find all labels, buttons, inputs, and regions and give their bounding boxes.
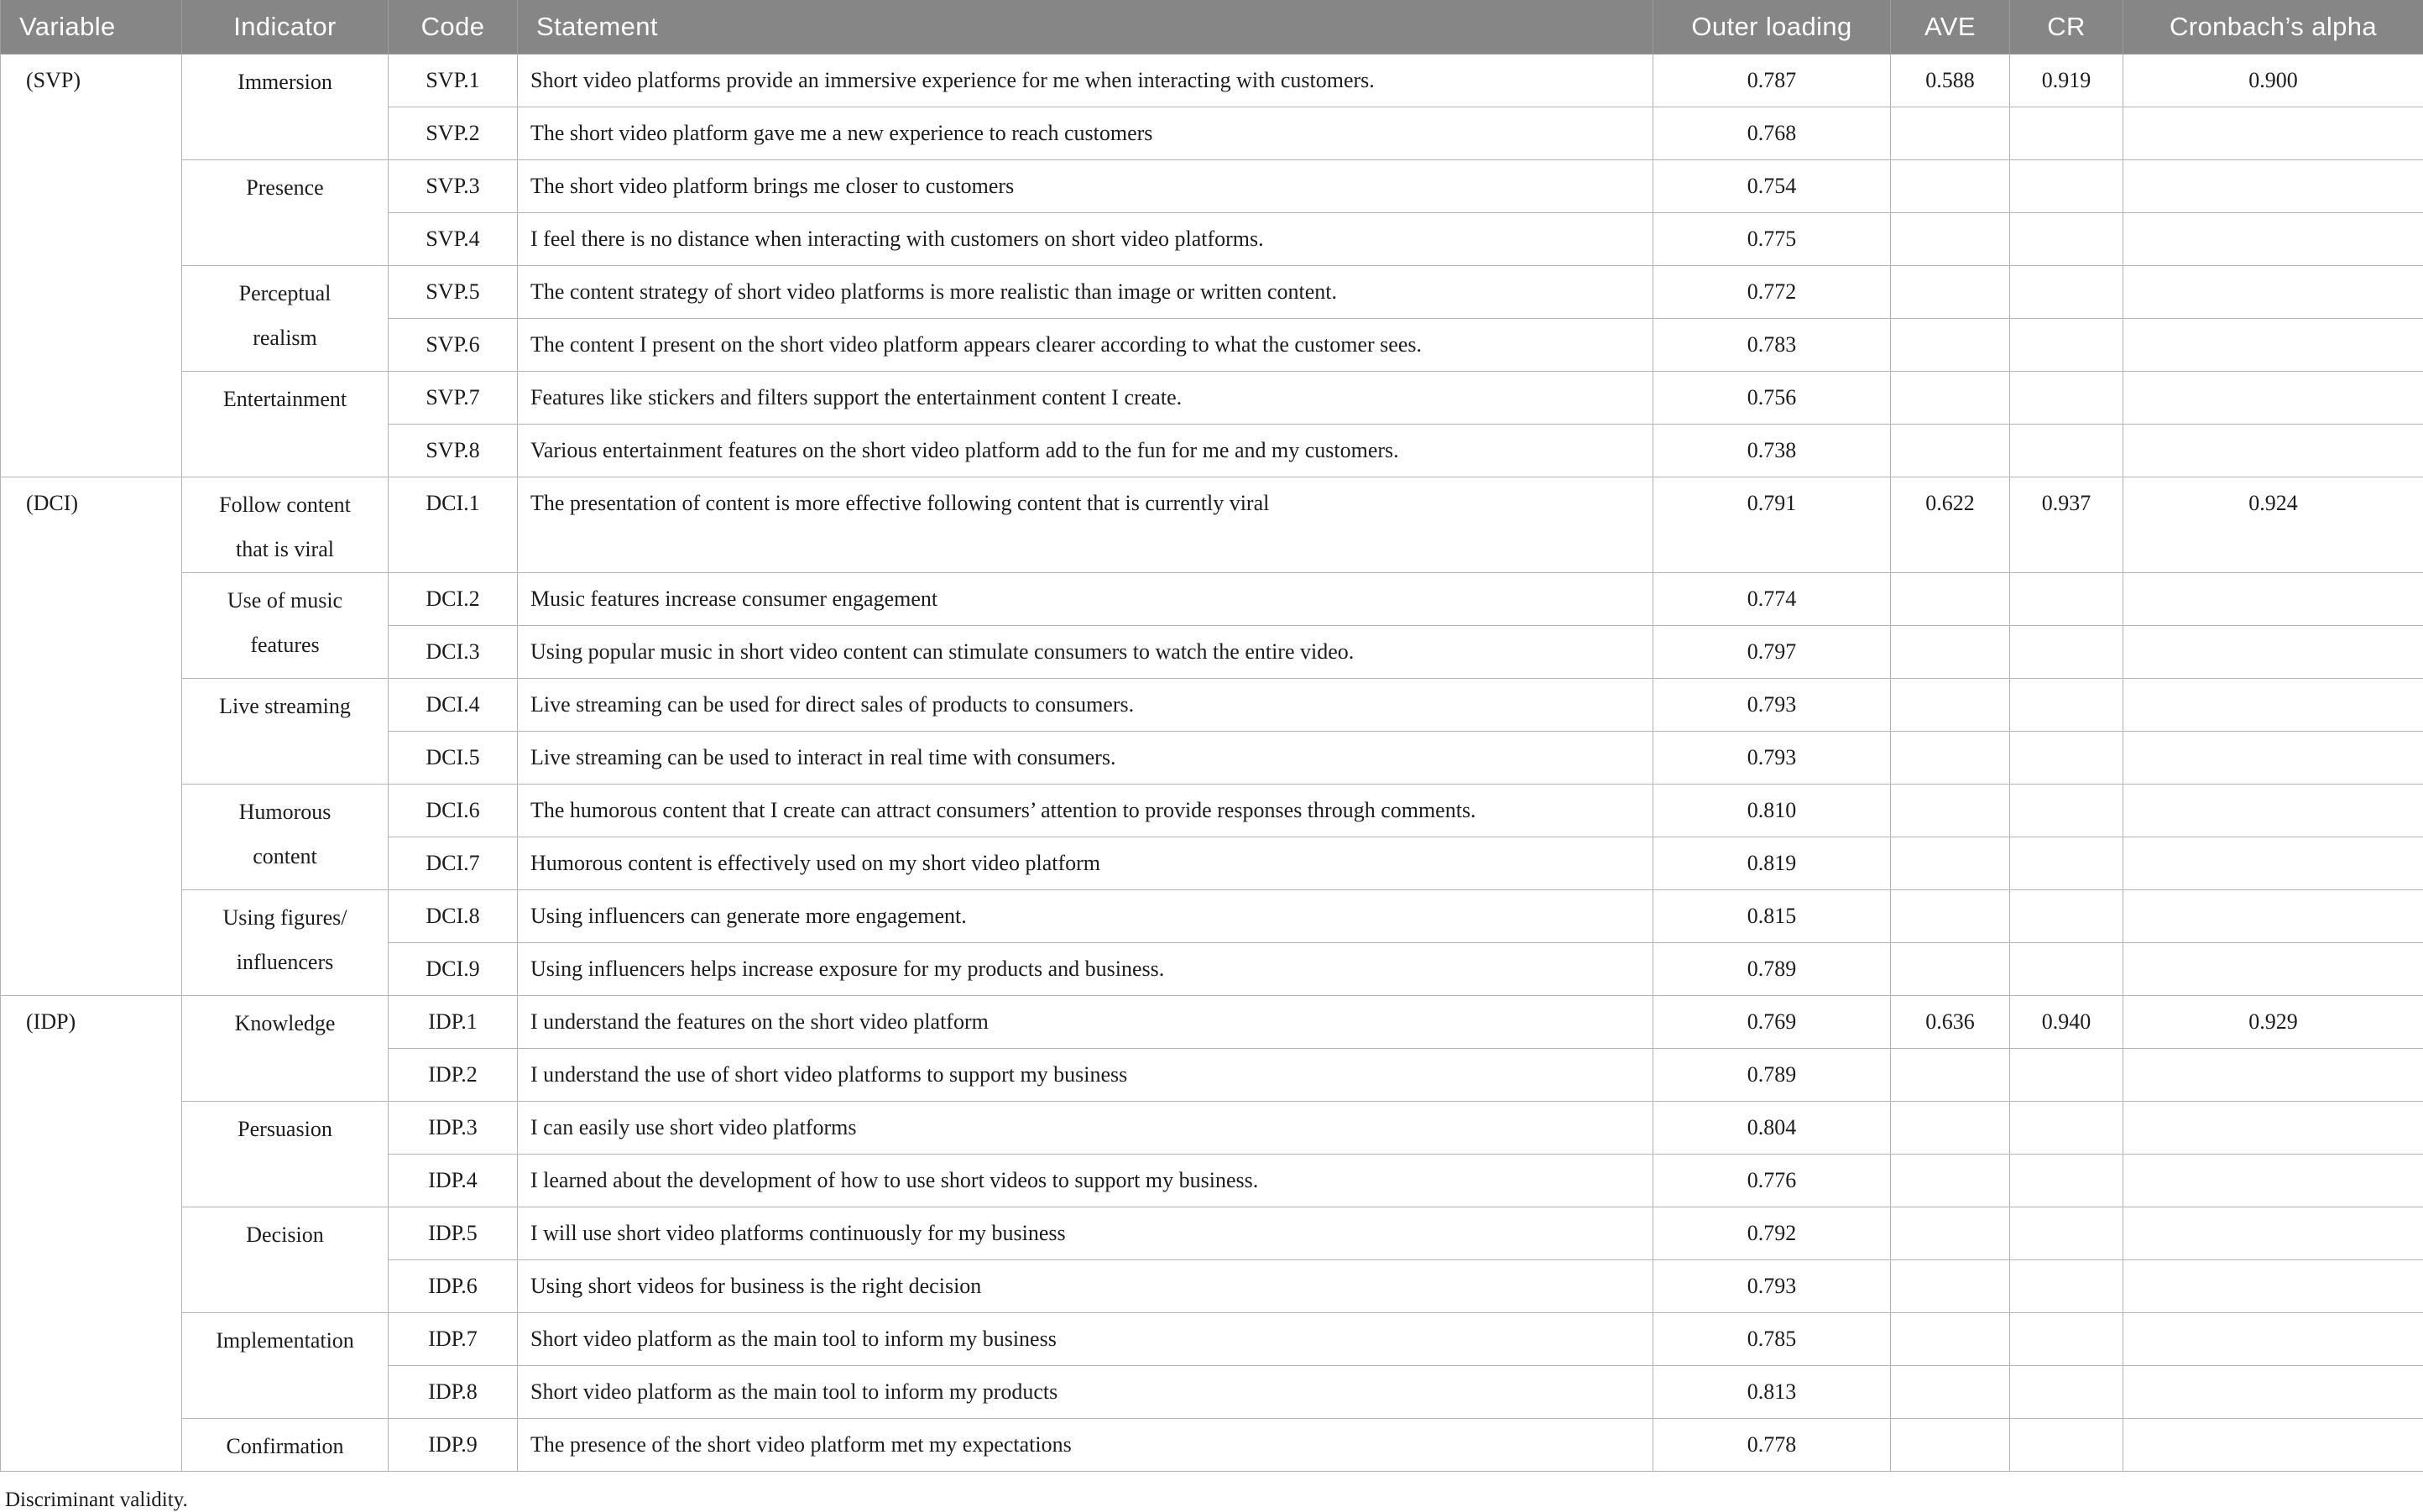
- code-cell: IDP.2: [389, 1048, 518, 1101]
- header-row: [1, 0, 2423, 54]
- ave-cell: [1891, 1048, 2010, 1101]
- cr-cell: 0.937: [2010, 477, 2123, 572]
- ave-cell: [1891, 942, 2010, 995]
- table-row: [1, 995, 2423, 1048]
- cronbach-alpha-cell: [2123, 1154, 2423, 1207]
- code-cell: SVP.1: [389, 54, 518, 107]
- cr-cell: [2010, 942, 2123, 995]
- indicator-cell: Use of music features: [182, 572, 389, 678]
- indicator-cell: Using figures/ influencers: [182, 889, 389, 995]
- statement-cell: Music features increase consumer engagement: [518, 572, 1653, 625]
- outer-loading-cell: 0.785: [1653, 1312, 1891, 1365]
- statement-cell: Humorous content is effectively used on my short video platform: [518, 837, 1653, 889]
- indicator-cell: Humorous content: [182, 784, 389, 889]
- code-cell: SVP.5: [389, 265, 518, 318]
- ave-cell: 0.588: [1891, 54, 2010, 107]
- statement-cell: I feel there is no distance when interacting with customers on short video platforms.: [518, 212, 1653, 265]
- ave-cell: [1891, 1207, 2010, 1259]
- indicator-cell: Presence: [182, 159, 389, 265]
- table-body: [1, 54, 2423, 1471]
- cronbach-alpha-cell: 0.929: [2123, 995, 2423, 1048]
- cr-cell: [2010, 572, 2123, 625]
- table-header: [1, 0, 2423, 54]
- outer-loading-cell: 0.797: [1653, 625, 1891, 678]
- table-footnote: Discriminant validity.: [5, 1489, 2423, 1512]
- cronbach-alpha-cell: [2123, 1259, 2423, 1312]
- cronbach-alpha-cell: [2123, 1312, 2423, 1365]
- cronbach-alpha-cell: [2123, 1418, 2423, 1471]
- table-row: [1, 1207, 2423, 1259]
- outer-loading-cell: 0.819: [1653, 837, 1891, 889]
- ave-cell: [1891, 212, 2010, 265]
- indicator-cell: Immersion: [182, 54, 389, 159]
- table-row: [1, 54, 2423, 107]
- ave-cell: [1891, 424, 2010, 477]
- code-cell: DCI.9: [389, 942, 518, 995]
- outer-loading-cell: 0.810: [1653, 784, 1891, 837]
- statement-cell: The content I present on the short video platform appears clearer according to what the customer sees.: [518, 318, 1653, 371]
- cronbach-alpha-cell: [2123, 265, 2423, 318]
- cr-cell: [2010, 159, 2123, 212]
- outer-loading-cell: 0.791: [1653, 477, 1891, 572]
- variable-cell: (SVP): [1, 54, 182, 477]
- code-cell: IDP.1: [389, 995, 518, 1048]
- cronbach-alpha-cell: [2123, 837, 2423, 889]
- code-cell: IDP.7: [389, 1312, 518, 1365]
- statement-cell: I understand the use of short video platforms to support my business: [518, 1048, 1653, 1101]
- cronbach-alpha-cell: [2123, 1048, 2423, 1101]
- variable-cell: (DCI): [1, 477, 182, 995]
- cronbach-alpha-cell: [2123, 212, 2423, 265]
- column-header-ave: AVE: [1891, 0, 2010, 54]
- cr-cell: [2010, 1048, 2123, 1101]
- ave-cell: [1891, 572, 2010, 625]
- column-header-cr: CR: [2010, 0, 2123, 54]
- cr-cell: [2010, 1259, 2123, 1312]
- cronbach-alpha-cell: [2123, 572, 2423, 625]
- ave-cell: 0.636: [1891, 995, 2010, 1048]
- outer-loading-cell: 0.787: [1653, 54, 1891, 107]
- outer-loading-cell: 0.772: [1653, 265, 1891, 318]
- outer-loading-cell: 0.776: [1653, 1154, 1891, 1207]
- outer-loading-cell: 0.804: [1653, 1101, 1891, 1154]
- statement-cell: The humorous content that I create can attract consumers’ attention to provide responses through comments.: [518, 784, 1653, 837]
- table-row: [1, 1101, 2423, 1154]
- code-cell: DCI.1: [389, 477, 518, 572]
- cr-cell: [2010, 889, 2123, 942]
- outer-loading-cell: 0.768: [1653, 107, 1891, 159]
- statement-cell: Live streaming can be used for direct sales of products to consumers.: [518, 678, 1653, 731]
- code-cell: IDP.8: [389, 1365, 518, 1418]
- cr-cell: [2010, 784, 2123, 837]
- code-cell: DCI.3: [389, 625, 518, 678]
- cronbach-alpha-cell: [2123, 625, 2423, 678]
- statement-cell: The short video platform brings me closer to customers: [518, 159, 1653, 212]
- cr-cell: [2010, 678, 2123, 731]
- statement-cell: The short video platform gave me a new experience to reach customers: [518, 107, 1653, 159]
- outer-loading-cell: 0.778: [1653, 1418, 1891, 1471]
- outer-loading-cell: 0.792: [1653, 1207, 1891, 1259]
- table-row: [1, 159, 2423, 212]
- outer-loading-cell: 0.813: [1653, 1365, 1891, 1418]
- code-cell: DCI.6: [389, 784, 518, 837]
- indicator-cell: Confirmation: [182, 1418, 389, 1471]
- cronbach-alpha-cell: [2123, 889, 2423, 942]
- cronbach-alpha-cell: [2123, 678, 2423, 731]
- cronbach-alpha-cell: [2123, 371, 2423, 424]
- cronbach-alpha-cell: 0.900: [2123, 54, 2423, 107]
- ave-cell: [1891, 159, 2010, 212]
- cr-cell: 0.940: [2010, 995, 2123, 1048]
- table-row: [1, 572, 2423, 625]
- column-header-variable: Variable: [1, 0, 182, 54]
- cronbach-alpha-cell: [2123, 318, 2423, 371]
- statement-cell: I can easily use short video platforms: [518, 1101, 1653, 1154]
- cr-cell: [2010, 424, 2123, 477]
- column-header-statement: Statement: [518, 0, 1653, 54]
- code-cell: DCI.2: [389, 572, 518, 625]
- statement-cell: I understand the features on the short video platform: [518, 995, 1653, 1048]
- outer-loading-cell: 0.789: [1653, 1048, 1891, 1101]
- cr-cell: [2010, 1365, 2123, 1418]
- statement-cell: Short video platform as the main tool to inform my business: [518, 1312, 1653, 1365]
- code-cell: SVP.6: [389, 318, 518, 371]
- ave-cell: [1891, 107, 2010, 159]
- outer-loading-cell: 0.793: [1653, 731, 1891, 784]
- table-row: [1, 265, 2423, 318]
- outer-loading-cell: 0.774: [1653, 572, 1891, 625]
- ave-cell: [1891, 1259, 2010, 1312]
- cr-cell: [2010, 318, 2123, 371]
- code-cell: DCI.7: [389, 837, 518, 889]
- code-cell: IDP.6: [389, 1259, 518, 1312]
- ave-cell: [1891, 784, 2010, 837]
- cronbach-alpha-cell: [2123, 731, 2423, 784]
- statement-cell: Short video platform as the main tool to inform my products: [518, 1365, 1653, 1418]
- outer-loading-cell: 0.775: [1653, 212, 1891, 265]
- statement-cell: Using short videos for business is the right decision: [518, 1259, 1653, 1312]
- code-cell: IDP.9: [389, 1418, 518, 1471]
- ave-cell: [1891, 1312, 2010, 1365]
- cr-cell: [2010, 1312, 2123, 1365]
- statement-cell: The presentation of content is more effective following content that is currently viral: [518, 477, 1653, 572]
- statement-cell: Using popular music in short video content can stimulate consumers to watch the entire video.: [518, 625, 1653, 678]
- ave-cell: [1891, 625, 2010, 678]
- ave-cell: [1891, 1418, 2010, 1471]
- indicator-cell: Persuasion: [182, 1101, 389, 1207]
- code-cell: IDP.4: [389, 1154, 518, 1207]
- ave-cell: [1891, 1101, 2010, 1154]
- ave-cell: [1891, 1154, 2010, 1207]
- statement-cell: Live streaming can be used to interact in real time with consumers.: [518, 731, 1653, 784]
- ave-cell: [1891, 1365, 2010, 1418]
- variable-cell: (IDP): [1, 995, 182, 1471]
- code-cell: SVP.7: [389, 371, 518, 424]
- table-row: [1, 1418, 2423, 1471]
- code-cell: SVP.3: [389, 159, 518, 212]
- cronbach-alpha-cell: [2123, 1101, 2423, 1154]
- cr-cell: [2010, 1418, 2123, 1471]
- cronbach-alpha-cell: [2123, 784, 2423, 837]
- outer-loading-cell: 0.789: [1653, 942, 1891, 995]
- indicator-cell: Decision: [182, 1207, 389, 1312]
- cronbach-alpha-cell: 0.924: [2123, 477, 2423, 572]
- ave-cell: [1891, 371, 2010, 424]
- cronbach-alpha-cell: [2123, 1365, 2423, 1418]
- indicator-cell: Perceptual realism: [182, 265, 389, 371]
- cr-cell: [2010, 1101, 2123, 1154]
- code-cell: DCI.8: [389, 889, 518, 942]
- cr-cell: [2010, 265, 2123, 318]
- outer-loading-cell: 0.756: [1653, 371, 1891, 424]
- table-row: [1, 477, 2423, 572]
- statement-cell: Short video platforms provide an immersive experience for me when interacting with customers.: [518, 54, 1653, 107]
- indicator-cell: Implementation: [182, 1312, 389, 1418]
- cr-cell: 0.919: [2010, 54, 2123, 107]
- outer-loading-cell: 0.793: [1653, 1259, 1891, 1312]
- indicator-cell: Follow content that is viral: [182, 477, 389, 572]
- code-cell: DCI.4: [389, 678, 518, 731]
- column-header-outer-loading: Outer loading: [1653, 0, 1891, 54]
- statement-cell: I will use short video platforms continuously for my business: [518, 1207, 1653, 1259]
- cr-cell: [2010, 1154, 2123, 1207]
- outer-loading-cell: 0.815: [1653, 889, 1891, 942]
- statement-cell: Using influencers can generate more engagement.: [518, 889, 1653, 942]
- indicator-cell: Entertainment: [182, 371, 389, 477]
- table-row: [1, 678, 2423, 731]
- table-row: [1, 371, 2423, 424]
- cr-cell: [2010, 107, 2123, 159]
- ave-cell: [1891, 265, 2010, 318]
- code-cell: IDP.3: [389, 1101, 518, 1154]
- column-header-indicator: Indicator: [182, 0, 389, 54]
- code-cell: SVP.8: [389, 424, 518, 477]
- table-row: [1, 889, 2423, 942]
- statement-cell: The content strategy of short video platforms is more realistic than image or written content.: [518, 265, 1653, 318]
- ave-cell: [1891, 889, 2010, 942]
- code-cell: DCI.5: [389, 731, 518, 784]
- column-header-cronbach-alpha: Cronbach’s alpha: [2123, 0, 2423, 54]
- column-header-code: Code: [389, 0, 518, 54]
- indicator-cell: Live streaming: [182, 678, 389, 784]
- outer-loading-cell: 0.754: [1653, 159, 1891, 212]
- outer-loading-cell: 0.793: [1653, 678, 1891, 731]
- outer-loading-cell: 0.783: [1653, 318, 1891, 371]
- ave-cell: [1891, 731, 2010, 784]
- outer-loading-cell: 0.769: [1653, 995, 1891, 1048]
- indicator-cell: Knowledge: [182, 995, 389, 1101]
- outer-loading-cell: 0.738: [1653, 424, 1891, 477]
- cronbach-alpha-cell: [2123, 424, 2423, 477]
- cr-cell: [2010, 837, 2123, 889]
- statement-cell: I learned about the development of how to use short videos to support my business.: [518, 1154, 1653, 1207]
- cr-cell: [2010, 1207, 2123, 1259]
- cr-cell: [2010, 212, 2123, 265]
- statement-cell: Features like stickers and filters support the entertainment content I create.: [518, 371, 1653, 424]
- table-row: [1, 784, 2423, 837]
- cronbach-alpha-cell: [2123, 942, 2423, 995]
- ave-cell: [1891, 678, 2010, 731]
- statement-cell: The presence of the short video platform met my expectations: [518, 1418, 1653, 1471]
- statement-cell: Using influencers helps increase exposure for my products and business.: [518, 942, 1653, 995]
- code-cell: SVP.2: [389, 107, 518, 159]
- ave-cell: 0.622: [1891, 477, 2010, 572]
- code-cell: IDP.5: [389, 1207, 518, 1259]
- cronbach-alpha-cell: [2123, 159, 2423, 212]
- cronbach-alpha-cell: [2123, 107, 2423, 159]
- cronbach-alpha-cell: [2123, 1207, 2423, 1259]
- ave-cell: [1891, 837, 2010, 889]
- cr-cell: [2010, 625, 2123, 678]
- code-cell: SVP.4: [389, 212, 518, 265]
- table-row: [1, 1312, 2423, 1365]
- cr-cell: [2010, 731, 2123, 784]
- cr-cell: [2010, 371, 2123, 424]
- statement-cell: Various entertainment features on the short video platform add to the fun for me and my customers.: [518, 424, 1653, 477]
- ave-cell: [1891, 318, 2010, 371]
